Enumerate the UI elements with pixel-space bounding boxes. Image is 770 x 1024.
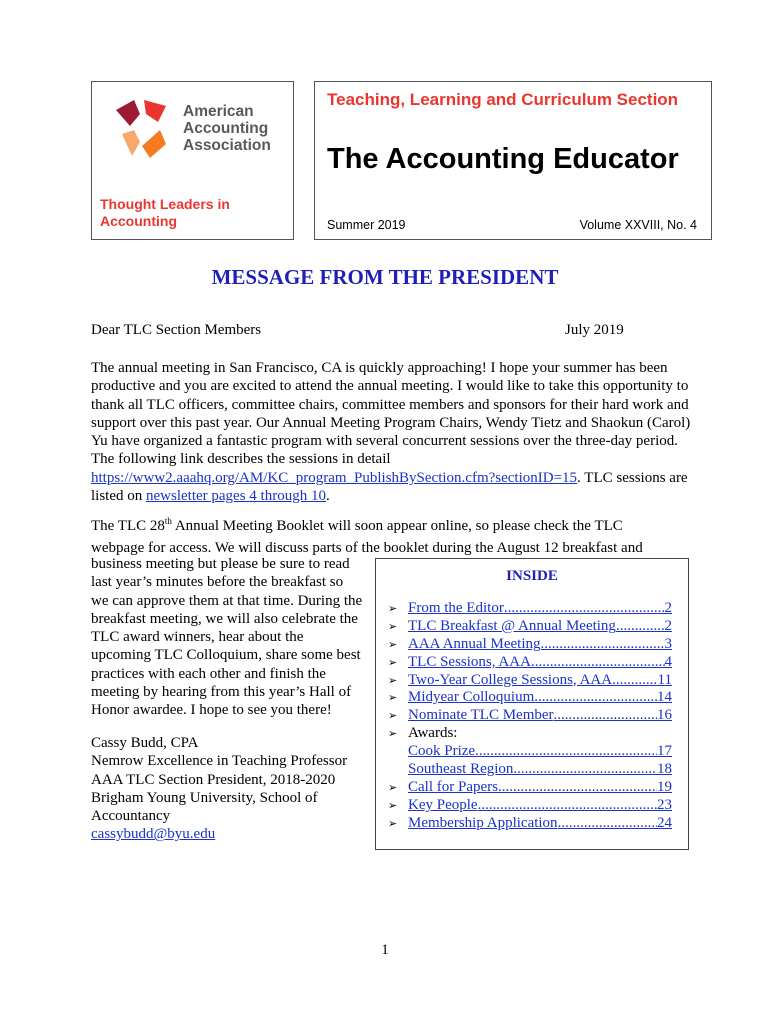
paragraph-text: The annual meeting in San Francisco, CA is quickly approaching! I hope your summer has been productive and you are excited to attend the annual meeting. I would like to take this opportunity to thank all TLC officers, committee chairs, committee members and sponsors for their hard work and support over this past year. Our Annual Meeting Program Chairs, Wendy Tietz and Shaokun (Carol) Yu have organized a fantastic program with several concurrent sessions over the three-day period. The following link describes the sessions in detail xyxy=(91,360,691,468)
toc-item[interactable] xyxy=(388,815,672,833)
arrow-bullet-icon: ➢ xyxy=(388,817,398,830)
issue-volume: Volume XXVIII, No. 4 xyxy=(579,218,697,232)
toc-page: 2 xyxy=(664,617,672,634)
aaa-logo-icon xyxy=(114,96,170,162)
toc-item[interactable] xyxy=(388,636,672,654)
superscript: th xyxy=(164,516,172,526)
letter-date: July 2019 xyxy=(565,322,624,338)
toc-item[interactable] xyxy=(388,797,672,815)
arrow-bullet-icon: ➢ xyxy=(388,710,398,723)
logo-wordmark xyxy=(183,103,271,154)
tagline-line: Thought Leaders in xyxy=(100,196,230,212)
paragraph-line: upcoming TLC Colloquium, share some best xyxy=(91,647,361,664)
toc-item[interactable] xyxy=(388,707,672,725)
paragraph-line: breakfast meeting, we will also celebrate the xyxy=(91,610,358,627)
paragraph-text: . TLC sessions are listed on xyxy=(91,469,688,505)
tagline-line: Accounting xyxy=(100,213,177,229)
arrow-bullet-icon: ➢ xyxy=(388,603,398,615)
toc-label: Nominate TLC Member xyxy=(408,707,554,724)
section-name: Teaching, Learning and Curriculum Section xyxy=(327,90,679,109)
toc-item[interactable] xyxy=(388,618,672,636)
toc-label: Key People xyxy=(408,796,478,813)
toc-item[interactable] xyxy=(388,779,672,797)
paragraph-line: business meeting but please be sure to read xyxy=(91,556,350,572)
toc-label: Cook Prize xyxy=(408,743,476,760)
inside-title: INSIDE xyxy=(506,568,558,584)
toc-item[interactable] xyxy=(388,600,672,618)
paragraph-line: TLC award winners, hear about the xyxy=(91,629,304,646)
arrow-bullet-icon: ➢ xyxy=(388,674,398,687)
issue-season: Summer 2019 xyxy=(327,218,406,232)
toc-label: AAA Annual Meeting xyxy=(408,635,541,652)
sessions-link[interactable]: https://www2.aaahq.org/AM/KC_program_PublishBySection.cfm?sectionID=15 xyxy=(91,469,578,486)
toc-page: 2 xyxy=(664,600,672,616)
signature-line: Nemrow Excellence in Teaching Professor xyxy=(91,753,348,770)
toc-page: 11 xyxy=(657,671,672,688)
page-heading: MESSAGE FROM THE PRESIDENT xyxy=(211,265,559,289)
inside-toc-box xyxy=(375,558,689,850)
arrow-bullet-icon: ➢ xyxy=(388,728,398,741)
arrow-bullet-icon: ➢ xyxy=(388,781,398,794)
toc-list xyxy=(388,600,672,833)
arrow-bullet-icon: ➢ xyxy=(388,638,398,651)
paragraph-line: webpage for access. We will discuss parts of the booklet during the August 12 breakfast and xyxy=(91,540,643,556)
paragraph-line: meeting by hearing from this year’s Hall of xyxy=(91,684,352,701)
tagline xyxy=(100,196,230,230)
toc-label: TLC Breakfast @ Annual Meeting xyxy=(408,617,616,634)
paragraph-text: . xyxy=(325,488,330,505)
signature-line: Cassy Budd, CPA xyxy=(91,735,199,751)
toc-label: Awards: xyxy=(408,725,458,742)
toc-item[interactable] xyxy=(388,743,672,761)
toc-item[interactable] xyxy=(388,761,672,779)
toc-item-awards xyxy=(388,725,672,743)
toc-label: Two-Year College Sessions, AAA xyxy=(408,671,613,688)
arrow-bullet-icon: ➢ xyxy=(388,692,398,705)
paragraph-line: we can approve them at that time. During the xyxy=(91,592,363,609)
toc-page: 19 xyxy=(657,778,672,795)
toc-label: Southeast Region xyxy=(408,761,514,778)
paragraph-wrapped xyxy=(91,555,371,720)
toc-item[interactable] xyxy=(388,654,672,672)
newsletter-title: The Accounting Educator xyxy=(327,143,679,175)
paragraph-line xyxy=(91,517,623,535)
paragraph-line: practices with each other and finish the xyxy=(91,665,326,682)
toc-page: 3 xyxy=(664,635,672,652)
toc-page: 24 xyxy=(657,814,672,831)
logo-line: Association xyxy=(183,137,271,154)
toc-page: 17 xyxy=(657,743,672,760)
toc-page: 18 xyxy=(657,761,672,778)
toc-label: Midyear Colloquium xyxy=(408,689,535,706)
paragraph-intro xyxy=(91,359,691,505)
paragraph-text: The TLC 28 xyxy=(91,518,165,534)
paragraph-text: Annual Meeting Booklet will soon appear online, so please check the TLC xyxy=(171,518,623,534)
logo-box xyxy=(91,81,294,240)
toc-page: 4 xyxy=(664,653,672,670)
paragraph-line: Honor awardee. I hope to see you there! xyxy=(91,702,332,719)
logo-line: American xyxy=(183,103,254,120)
toc-item[interactable] xyxy=(388,672,672,690)
signature-line: Brigham Young University, School of xyxy=(91,789,318,806)
toc-page: 14 xyxy=(657,689,672,706)
toc-label: Call for Papers xyxy=(408,778,498,795)
toc-item[interactable] xyxy=(388,689,672,707)
arrow-bullet-icon: ➢ xyxy=(388,799,398,812)
toc-label: From the Editor xyxy=(408,600,504,616)
paragraph-line: last year’s minutes before the breakfast so xyxy=(91,574,344,591)
arrow-bullet-icon: ➢ xyxy=(388,656,398,669)
toc-page: 16 xyxy=(657,707,672,724)
signature-block xyxy=(91,734,347,844)
salutation: Dear TLC Section Members xyxy=(91,322,262,338)
arrow-bullet-icon: ➢ xyxy=(388,620,398,633)
email-link[interactable]: cassybudd@byu.edu xyxy=(91,826,216,843)
newsletter-pages-link[interactable]: newsletter pages 4 through 10 xyxy=(146,488,326,505)
masthead-box xyxy=(314,81,712,240)
page-number: 1 xyxy=(381,942,389,958)
signature-line: AAA TLC Section President, 2018-2020 xyxy=(91,771,336,788)
toc-page: 23 xyxy=(657,796,672,813)
toc-label: Membership Application xyxy=(408,814,558,831)
toc-label: TLC Sessions, AAA xyxy=(408,653,531,670)
signature-line: Accountancy xyxy=(91,808,171,825)
logo-line: Accounting xyxy=(183,120,269,137)
